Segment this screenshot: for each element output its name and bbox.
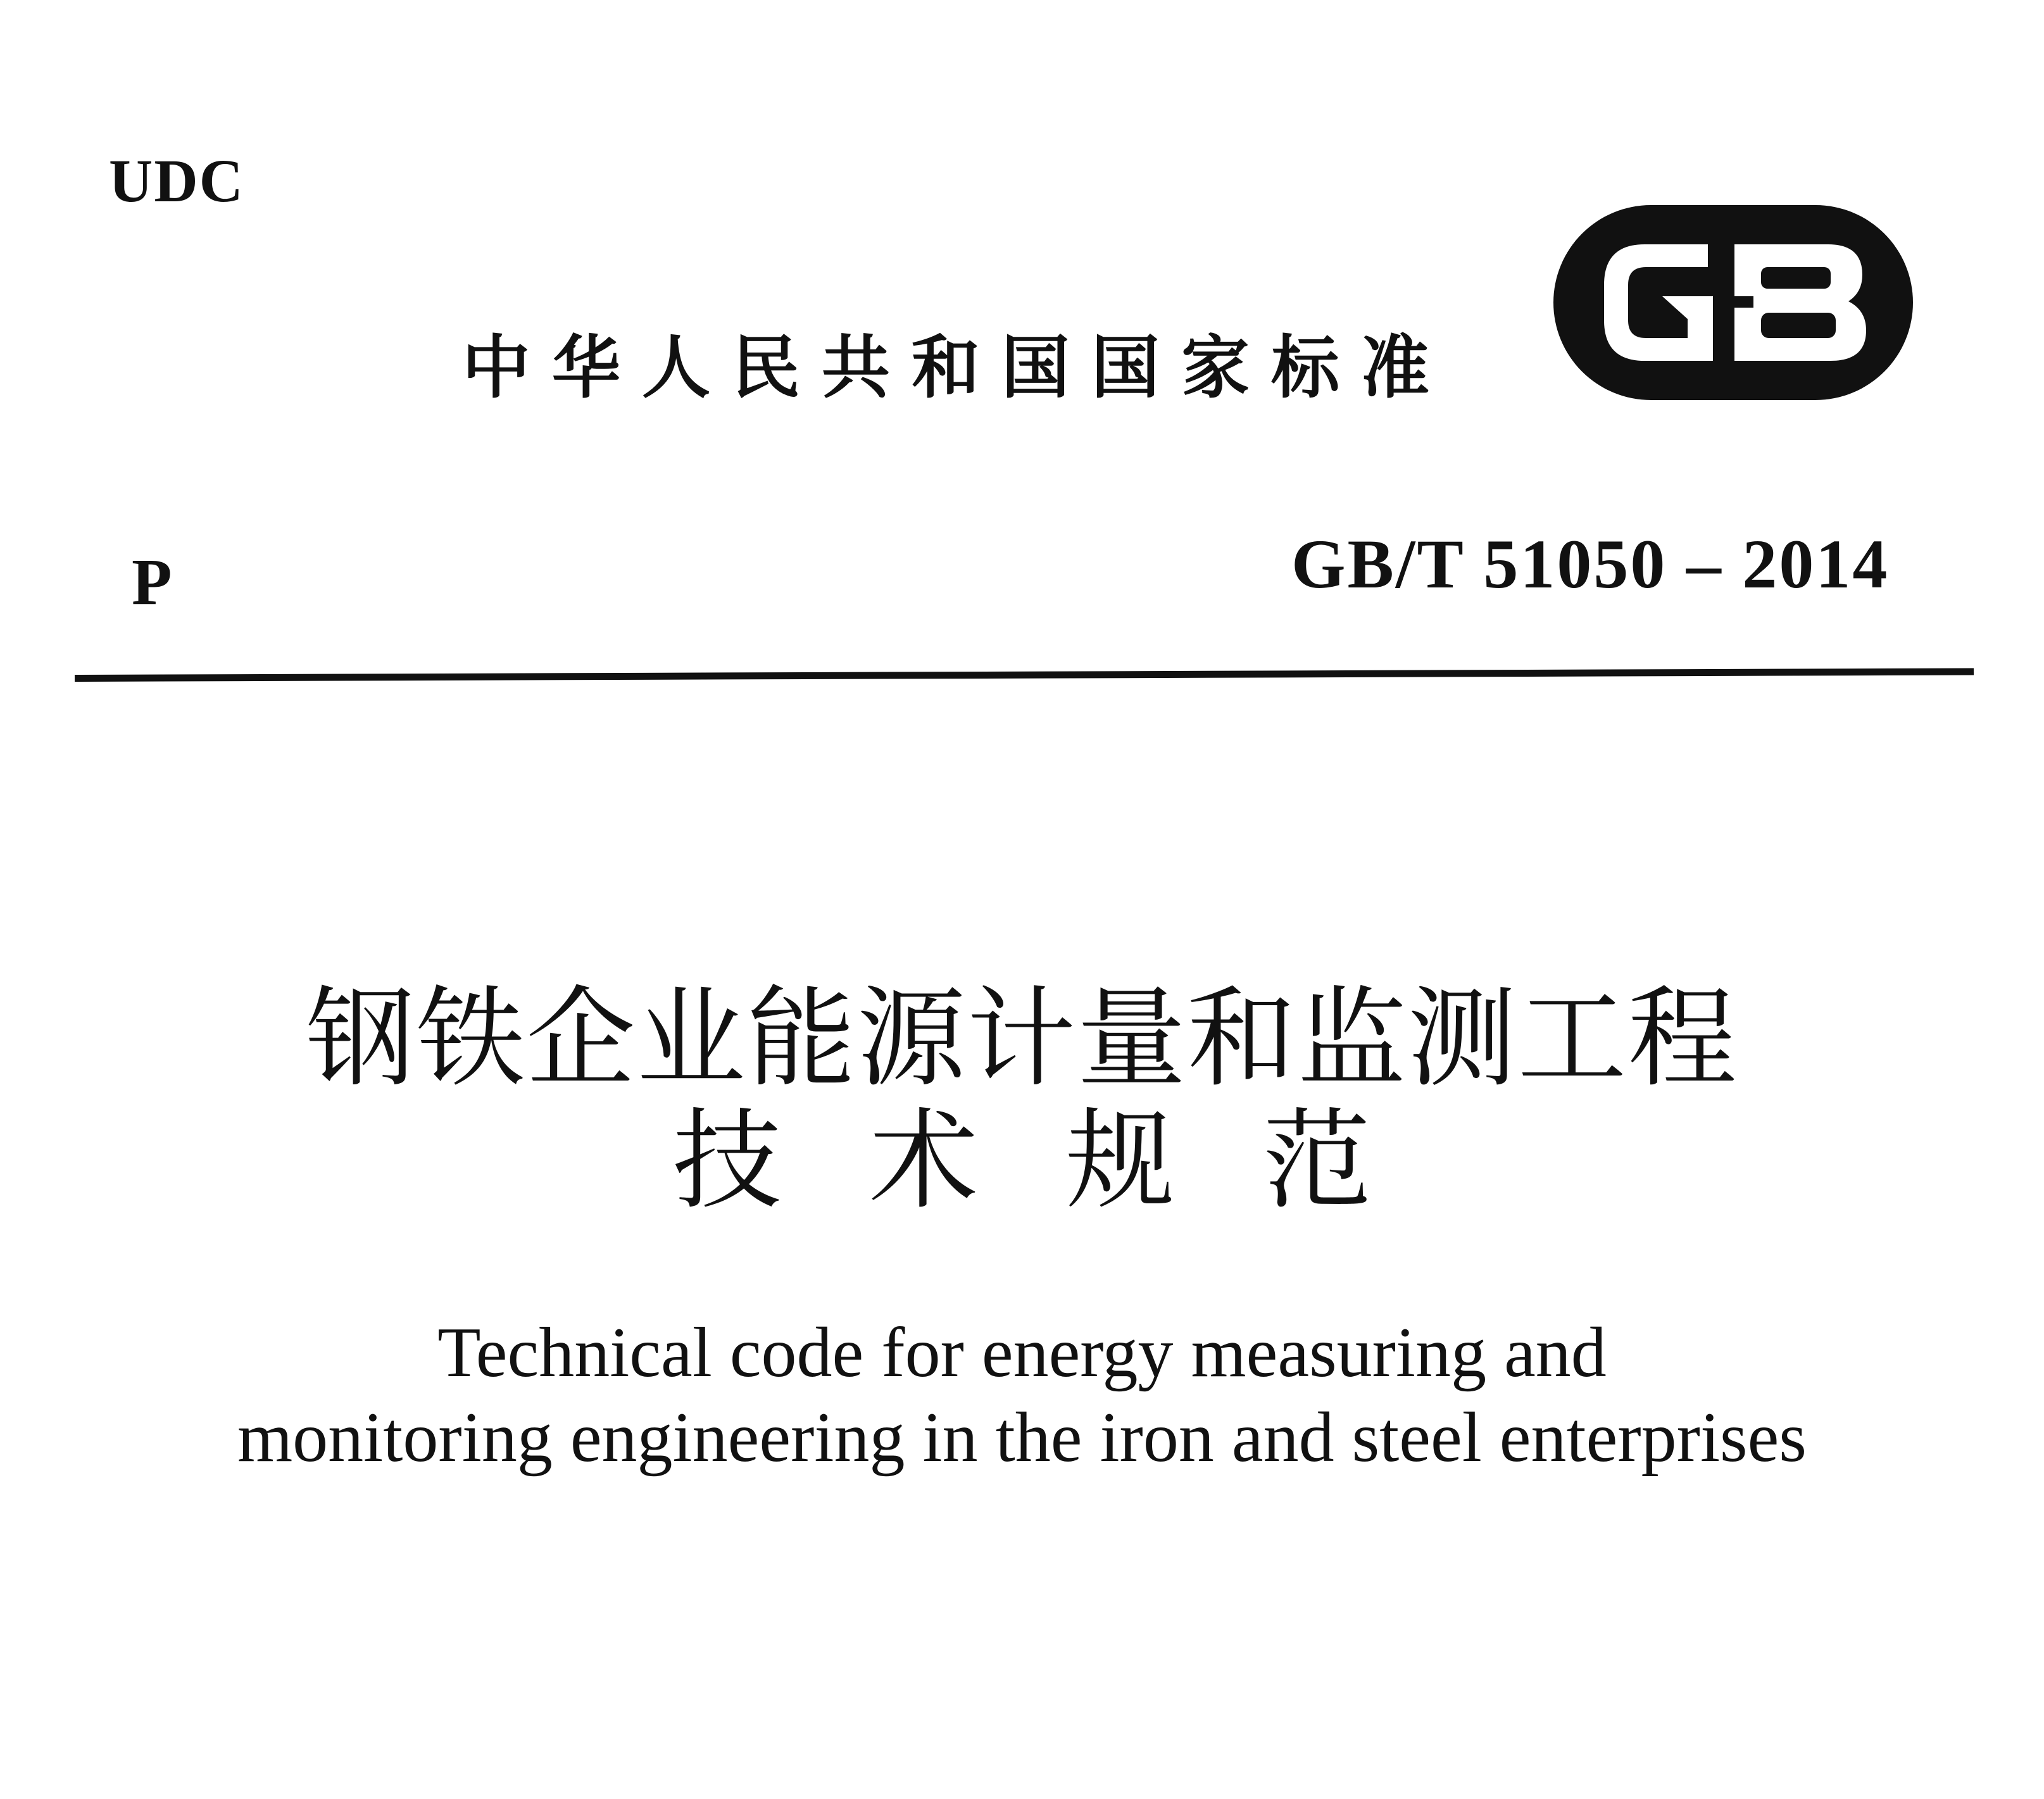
national-standard-label: 中华人民共和国国家标准: [462, 329, 1451, 408]
udc-label: UDC: [109, 147, 244, 215]
english-title-line-2: monitoring engineering in the iron and steel enterprises: [237, 1398, 1807, 1477]
chinese-title: [0, 975, 2044, 1224]
header-divider: [75, 668, 1974, 682]
chinese-title-line-2: 技 术 规 范: [672, 1096, 1398, 1224]
standard-number: GB/T 51050 – 2014: [1291, 525, 1890, 603]
chinese-title-line-1: 钢铁企业能源计量和监测工程: [306, 975, 1738, 1102]
gb-logo: [1550, 201, 1917, 404]
category-code: P: [132, 546, 172, 618]
english-title: [0, 1310, 2044, 1481]
english-title-line-1: Technical code for energy measuring and: [437, 1313, 1607, 1392]
